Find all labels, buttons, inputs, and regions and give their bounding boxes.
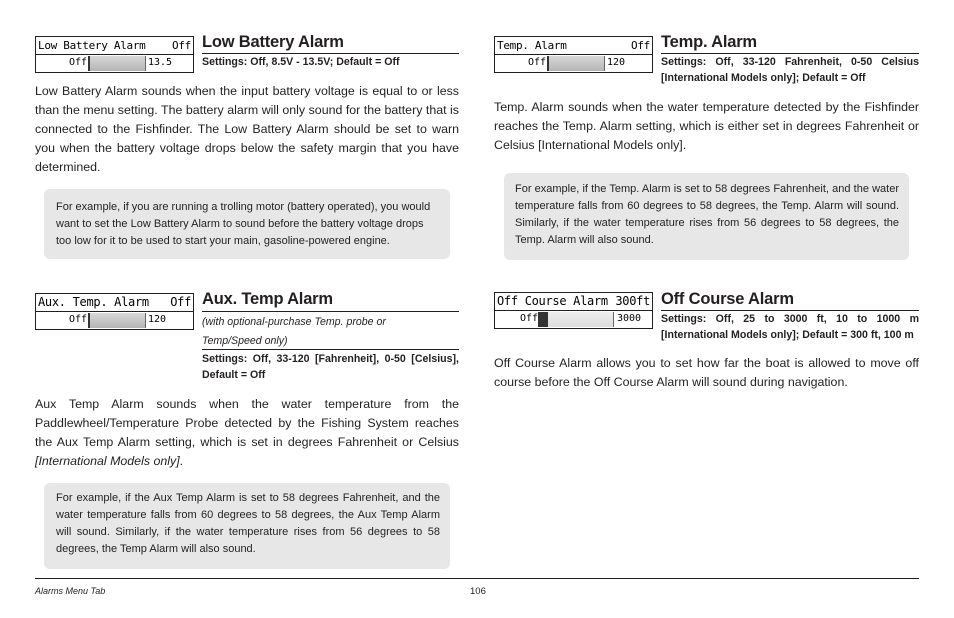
section-title: Aux. Temp Alarm: [202, 290, 333, 308]
section-title: Temp. Alarm: [661, 33, 757, 51]
widget-state: Off: [170, 295, 191, 309]
settings-text: Settings: Off, 33-120 Fahrenheit, 0-50 Celsius: [661, 56, 919, 68]
description-paragraph: Aux Temp Alarm sounds when the water temperature from the Paddlewheel/Temperature Probe detected by the Fishing System reaches the Aux Temp Alarm setting, which is set in degrees Fahrenheit or Celsius [International Models only].: [35, 397, 459, 468]
widget-state: 300ft: [615, 294, 650, 308]
example-box: For example, if the Temp. Alarm is set to 58 degrees Fahrenheit, and the water temperature falls from 60 degrees to 58 degrees, the Temp. Alarm will sound. Similarly, if the water temperature rises from 56 degrees to 58 degrees, the Temp. Alarm will also sound.: [504, 173, 909, 260]
settings-text: [International Models only]; Default = 300 ft, 100 m: [661, 329, 914, 341]
widget-label: Aux. Temp. Alarm: [38, 295, 149, 309]
widget-slider-bar: [88, 56, 146, 71]
off-course-alarm-widget: [494, 292, 653, 329]
widget-high-value: 3000: [617, 313, 642, 324]
footer-divider: [35, 578, 919, 579]
section-title: Low Battery Alarm: [202, 33, 344, 51]
widget-slider-bar: [88, 313, 146, 328]
settings-text: [International Models only]; Default = Off: [661, 72, 866, 84]
settings-text: Settings: Off, 25 to 3000 ft, 10 to 1000 m: [661, 313, 919, 325]
widget-label: Low Battery Alarm: [38, 38, 146, 52]
settings-text: Default = Off: [202, 369, 266, 381]
widget-low-value: Off: [69, 314, 88, 325]
description-paragraph: Low Battery Alarm sounds when the input battery voltage is equal to or less than the menu setting. The battery alarm will only sound for the battery that is connected to the Fishfinder. The Low Battery Alarm should be set to warn you when the battery voltage drops below the safety margin that you have determined.: [35, 84, 459, 174]
section-title: Off Course Alarm: [661, 290, 794, 308]
footer-section-name: Alarms Menu Tab: [35, 586, 106, 596]
widget-label: Temp. Alarm: [497, 38, 567, 52]
aux-temp-alarm-widget: [35, 293, 194, 330]
note-line: (with optional-purchase Temp. probe or: [202, 316, 386, 328]
description-paragraph: Off Course Alarm allows you to set how far the boat is allowed to move off course before the Off Course Alarm will sound during navigation.: [494, 356, 919, 389]
widget-state: Off: [172, 38, 191, 52]
low-battery-alarm-widget: [35, 36, 194, 73]
settings-text: Settings: Off, 8.5V - 13.5V; Default = Off: [202, 56, 400, 68]
temp-alarm-widget: [494, 36, 653, 73]
example-box: For example, if you are running a trolling motor (battery operated), you would want to set the Low Battery Alarm to sound before the battery voltage drops too low for it to be used to start your main, gasoline-powered engine.: [44, 189, 450, 259]
note-line: Temp/Speed only): [202, 335, 288, 347]
description-paragraph: Temp. Alarm sounds when the water temperature detected by the Fishfinder reaches the Temp. Alarm setting, which is either set in degrees Fahrenheit or Celsius [International Models only].: [494, 100, 920, 152]
widget-high-value: 13.5: [148, 57, 173, 68]
widget-low-value: Off: [69, 57, 88, 68]
widget-label: Off Course Alarm: [497, 294, 608, 308]
page-number: 106: [470, 586, 486, 597]
widget-high-value: 120: [607, 57, 626, 68]
widget-slider-bar: [547, 56, 605, 71]
widget-low-value: Off: [528, 57, 547, 68]
settings-text: Settings: Off, 33-120 [Fahrenheit], 0-50 [Celsius],: [202, 353, 459, 365]
example-box: For example, if the Aux Temp Alarm is set to 58 degrees Fahrenheit, and the water temperature falls from 60 degrees to 58 degrees, the Aux Temp Alarm will sound. Similarly, if the water temperature rises from 56 degrees to 58 degrees, the Temp Alarm will also sound.: [44, 483, 450, 569]
widget-state: Off: [631, 38, 650, 52]
widget-high-value: 120: [148, 314, 167, 325]
widget-slider-bar: [538, 312, 614, 327]
widget-low-value: Off: [520, 313, 539, 324]
